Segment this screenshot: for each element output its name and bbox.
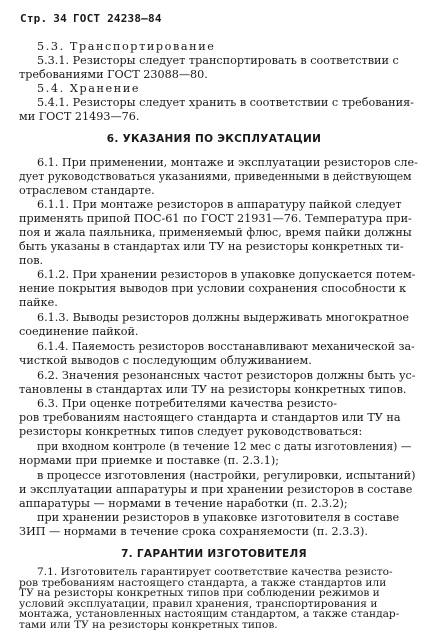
paragraph-line: аппаратуры — нормами в течение наработки (п. 2.3.2); — [19, 497, 348, 510]
paragraph-line: поя и жала паяльника, применяемый флюс, время пайки должны — [19, 226, 412, 239]
page-header — [20, 12, 168, 25]
paragraph-line: при входном контроле (в течение 12 мес с даты изготовления) — — [37, 440, 412, 453]
paragraph-line: 5.3.1. Резисторы следует транспортировать в соответствии с — [37, 54, 399, 67]
paragraph-line: соединение пайкой. — [19, 325, 139, 338]
paragraph-line: монтажа, установленных настоящим стандартом, а также стандар- — [19, 608, 400, 621]
paragraph-line: при хранении резисторов в упаковке изготовителя в составе — [37, 511, 400, 524]
paragraph-line: пов. — [19, 254, 44, 267]
section-5-4-title: 5.4. Хранение — [37, 82, 141, 95]
paragraph-line: нормами при приемке и поставке (п. 2.3.1); — [19, 454, 279, 467]
paragraph-line: дует руководствоваться указаниями, приведенными в действующем — [19, 170, 412, 183]
paragraph-line: 7.1. Изготовитель гарантирует соответствие качества резисто- — [37, 566, 393, 578]
paragraph-line: 6.2. Значения резонансных частот резисторов должны быть ус- — [37, 369, 416, 382]
paragraph-line: применять припой ПОС-61 по ГОСТ 21931—76. Температура при- — [19, 212, 412, 225]
paragraph-line: условий эксплуатации, правил хранения, транспортирования и — [19, 597, 378, 610]
paragraph-line: 6.1. При применении, монтаже и эксплуатации резисторов сле- — [37, 156, 418, 169]
paragraph-line: ров требованиям настоящего стандарта, а также стандартов или — [19, 576, 387, 589]
paragraph-line: требованиями ГОСТ 23088—80. — [19, 68, 208, 81]
paragraph-line: 5.4.1. Резисторы следует хранить в соответствии с требования- — [37, 96, 414, 109]
paragraph-line: 6.1.1. При монтаже резисторов в аппаратуру пайкой следует — [37, 198, 402, 211]
paragraph-line: тановлены в стандартах или ТУ на резисторы конкретных типов. — [19, 383, 407, 396]
standard-code: ГОСТ 24238—84 — [72, 12, 162, 25]
paragraph-line: и эксплуатации аппаратуры и при хранении резисторов в составе — [19, 483, 413, 496]
paragraph-line: 6.1.4. Паяемость резисторов восстанавливают механической за- — [37, 340, 415, 353]
paragraph-line: тами или ТУ на резисторы конкретных типов. — [19, 619, 278, 631]
paragraph-line: быть указаны в стандартах или ТУ на резисторы конкретных ти- — [19, 240, 404, 253]
paragraph-line: ЗИП — нормами в течение срока сохраняемости (п. 2.3.3). — [19, 525, 368, 538]
section-6-heading: 6. УКАЗАНИЯ ПО ЭКСПЛУАТАЦИИ — [106, 133, 322, 145]
paragraph-line: нение покрытия выводов при условии сохранения способности к — [19, 282, 407, 295]
paragraph-line: 6.3. При оценке потребителями качества резисто- — [37, 397, 338, 410]
page-number: 34 — [53, 12, 67, 25]
page-prefix: Стр. — [20, 12, 48, 25]
paragraph-line: ми ГОСТ 21493—76. — [19, 110, 140, 123]
paragraph-line: чисткой выводов с последующим облуживанием. — [19, 354, 312, 367]
paragraph-line: ТУ на резисторы конкретных типов при соблюдении режимов и — [19, 587, 380, 600]
paragraph-line: 6.1.3. Выводы резисторов должны выдерживать многократное — [37, 311, 410, 324]
paragraph-line: в процессе изготовления (настройки, регулировки, испытаний) — [37, 469, 416, 482]
paragraph-line: 6.1.2. При хранении резисторов в упаковке допускается потем- — [37, 268, 416, 281]
paragraph-line: пайке. — [19, 296, 58, 309]
paragraph-line: ров требованиям настоящего стандарта и стандартов или ТУ на — [19, 411, 401, 424]
section-5-3-title: 5.3. Транспортирование — [37, 40, 216, 53]
section-7-heading: 7. ГАРАНТИИ ИЗГОТОВИТЕЛЯ — [121, 548, 307, 560]
paragraph-line: резисторы конкретных типов следует руководствоваться: — [19, 425, 363, 438]
paragraph-line: отраслевом стандарте. — [19, 184, 155, 197]
